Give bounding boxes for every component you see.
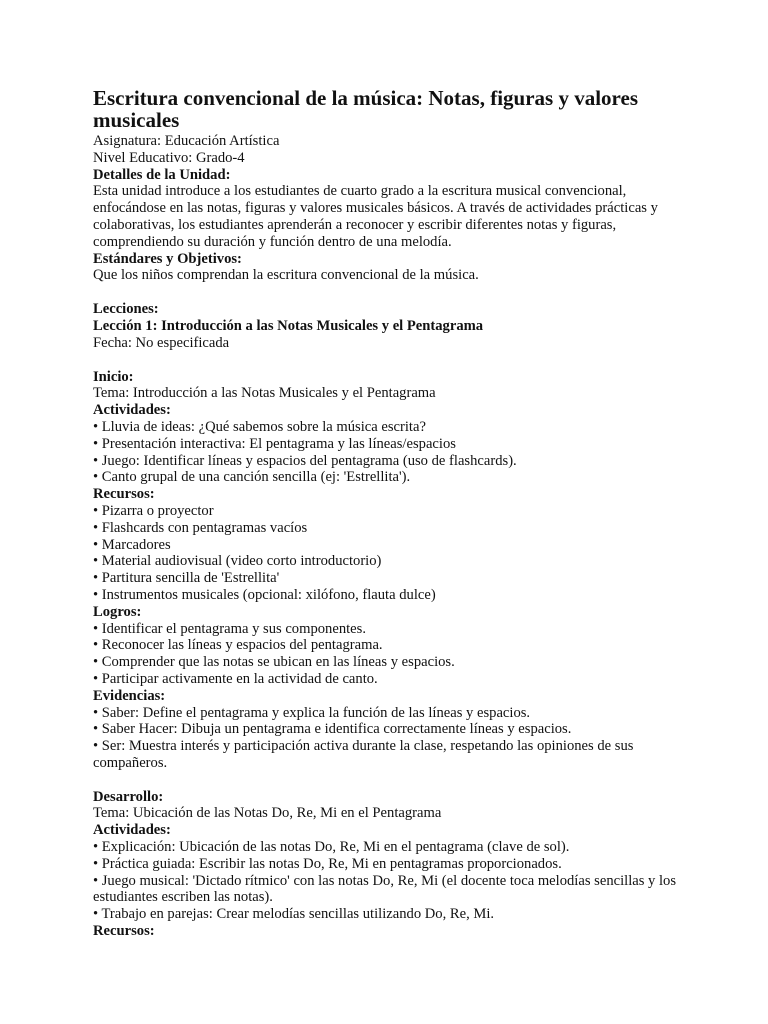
list-item: • Pizarra o proyector xyxy=(93,502,214,519)
inicio-actividades-heading: Actividades: xyxy=(93,402,171,419)
list-item: • Partitura sencilla de 'Estrellita' xyxy=(93,570,280,587)
list-item: • Lluvia de ideas: ¿Qué sabemos sobre la música escrita? xyxy=(93,418,426,435)
list-item: • Participar activamente en la actividad de canto. xyxy=(93,670,378,687)
desarrollo-actividades-heading: Actividades: xyxy=(93,822,171,839)
unit-details-text: Esta unidad introduce a los estudiantes de cuarto grado a la escritura musical convencional, enfocándose en las notas, figuras y valores musicales básicos. A través de actividades prácticas y colaborativas, los estudiantes aprenderán a reconocer y escribir diferentes notas y figuras, comprendiendo su duración y función dentro de una melodía. xyxy=(93,183,658,250)
inicio-heading: Inicio: xyxy=(93,368,134,385)
list-item: • Trabajo en parejas: Crear melodías sencillas utilizando Do, Re, Mi. xyxy=(93,906,495,923)
lesson1-date: Fecha: No especificada xyxy=(93,334,230,351)
inicio-recursos-heading: Recursos: xyxy=(93,486,155,503)
list-item: • Material audiovisual (video corto introductorio) xyxy=(93,553,382,570)
list-item: • Saber Hacer: Dibuja un pentagrama e identifica correctamente líneas y espacios. xyxy=(93,721,572,738)
spacer xyxy=(93,352,683,369)
desarrollo-recursos-heading: Recursos: xyxy=(93,923,155,940)
list-item: • Marcadores xyxy=(93,536,171,553)
list-item: • Juego musical: 'Dictado rítmico' con las notas Do, Re, Mi (el docente toca melodías sencillas y los estudiantes escriben las notas). xyxy=(93,872,677,906)
spacer xyxy=(93,284,683,301)
level-line: Nivel Educativo: Grado-4 xyxy=(93,149,245,166)
list-item: • Práctica guiada: Escribir las notas Do, Re, Mi en pentagramas proporcionados. xyxy=(93,855,562,872)
lesson1-title: Lección 1: Introducción a las Notas Musicales y el Pentagrama xyxy=(93,317,484,334)
list-item: • Ser: Muestra interés y participación activa durante la clase, respetando las opiniones de sus compañeros. xyxy=(93,738,634,771)
list-item: • Juego: Identificar líneas y espacios del pentagrama (uso de flashcards). xyxy=(93,452,517,469)
list-item: • Presentación interactiva: El pentagrama y las líneas/espacios xyxy=(93,435,456,452)
list-item: • Comprender que las notas se ubican en las líneas y espacios. xyxy=(93,654,455,671)
list-item: • Instrumentos musicales (opcional: xilófono, flauta dulce) xyxy=(93,586,436,603)
inicio-evidencias-heading: Evidencias: xyxy=(93,687,166,704)
unit-details-heading: Detalles de la Unidad: xyxy=(93,166,231,183)
inicio-tema: Tema: Introducción a las Notas Musicales y el Pentagrama xyxy=(93,385,436,402)
list-item: • Flashcards con pentagramas vacíos xyxy=(93,519,308,536)
inicio-logros-heading: Logros: xyxy=(93,603,142,620)
lessons-heading: Lecciones: xyxy=(93,301,159,318)
document-title: Escritura convencional de la música: Notas, figuras y valores musicales xyxy=(93,86,638,132)
list-item: • Explicación: Ubicación de las notas Do, Re, Mi en el pentagrama (clave de sol). xyxy=(93,839,570,856)
list-item: • Identificar el pentagrama y sus componentes. xyxy=(93,620,366,637)
spacer xyxy=(93,772,683,789)
desarrollo-tema: Tema: Ubicación de las Notas Do, Re, Mi en el Pentagrama xyxy=(93,805,442,822)
desarrollo-heading: Desarrollo: xyxy=(93,788,164,805)
standards-text: Que los niños comprendan la escritura convencional de la música. xyxy=(93,267,479,284)
list-item: • Canto grupal de una canción sencilla (ej: 'Estrellita'). xyxy=(93,469,411,486)
standards-heading: Estándares y Objetivos: xyxy=(93,250,242,267)
list-item: • Saber: Define el pentagrama y explica la función de las líneas y espacios. xyxy=(93,704,531,721)
document-page xyxy=(93,88,683,940)
list-item: • Reconocer las líneas y espacios del pentagrama. xyxy=(93,637,383,654)
subject-line: Asignatura: Educación Artística xyxy=(93,133,280,149)
